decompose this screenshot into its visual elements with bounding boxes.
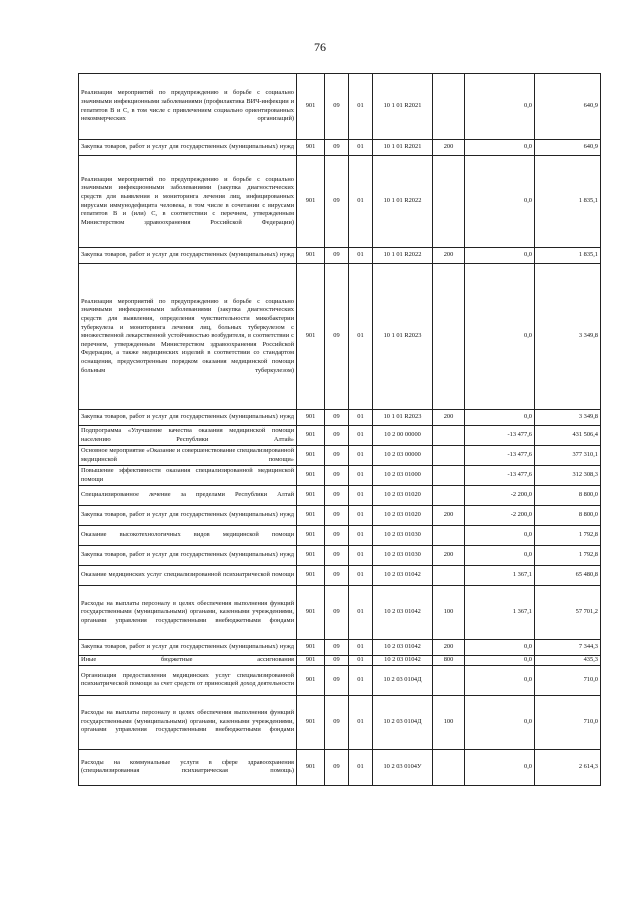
cell-rz: 09 bbox=[325, 426, 349, 446]
cell-vr: 200 bbox=[433, 546, 465, 566]
cell-total: 640,9 bbox=[535, 74, 601, 140]
cell-name: Закупка товаров, работ и услуг для государственных (муниципальных) нужд bbox=[79, 140, 297, 156]
cell-vr: 200 bbox=[433, 506, 465, 526]
cell-pr: 01 bbox=[349, 566, 373, 586]
cell-rz: 09 bbox=[325, 466, 349, 486]
cell-change: -13 477,6 bbox=[465, 446, 535, 466]
cell-rz: 09 bbox=[325, 410, 349, 426]
cell-csr: 10 2 03 01030 bbox=[373, 526, 433, 546]
page-number: 76 bbox=[314, 40, 326, 54]
cell-total: 7 344,3 bbox=[535, 640, 601, 656]
cell-name: Расходы на коммунальные услуги в сфере здравоохранения (специализированная психиатрическая помощь) bbox=[79, 749, 297, 785]
cell-change: 0,0 bbox=[465, 410, 535, 426]
cell-csr: 10 2 00 00000 bbox=[373, 426, 433, 446]
cell-total: 312 308,3 bbox=[535, 466, 601, 486]
cell-name: Основное мероприятие «Оказание и совершенствование специализированной медицинской помощи» bbox=[79, 446, 297, 466]
table-row bbox=[79, 264, 601, 410]
cell-rz: 09 bbox=[325, 74, 349, 140]
cell-name: Расходы на выплаты персоналу в целях обеспечения выполнения функций государственными (муниципальными) органами, казенными учреждениями, органами управления государственными внебюджетными фондами bbox=[79, 695, 297, 749]
cell-gr: 901 bbox=[297, 264, 325, 410]
cell-csr: 10 1 01 R2022 bbox=[373, 156, 433, 248]
table-row bbox=[79, 665, 601, 695]
cell-pr: 01 bbox=[349, 656, 373, 666]
cell-name: Иные бюджетные ассигнования bbox=[79, 656, 297, 666]
cell-total: 1 792,8 bbox=[535, 526, 601, 546]
table-row bbox=[79, 466, 601, 486]
table-row bbox=[79, 410, 601, 426]
cell-csr: 10 2 03 01042 bbox=[373, 566, 433, 586]
cell-vr bbox=[433, 446, 465, 466]
cell-name: Оказание высокотехнологичных видов медицинской помощи bbox=[79, 526, 297, 546]
table-row bbox=[79, 446, 601, 466]
cell-pr: 01 bbox=[349, 749, 373, 785]
cell-rz: 09 bbox=[325, 526, 349, 546]
cell-change: 0,0 bbox=[465, 526, 535, 546]
cell-vr: 200 bbox=[433, 248, 465, 264]
cell-vr: 200 bbox=[433, 140, 465, 156]
cell-gr: 901 bbox=[297, 566, 325, 586]
cell-rz: 09 bbox=[325, 546, 349, 566]
cell-vr bbox=[433, 566, 465, 586]
cell-rz: 09 bbox=[325, 656, 349, 666]
cell-pr: 01 bbox=[349, 140, 373, 156]
cell-csr: 10 1 01 R2023 bbox=[373, 264, 433, 410]
cell-vr bbox=[433, 749, 465, 785]
cell-csr: 10 2 03 0104У bbox=[373, 749, 433, 785]
cell-pr: 01 bbox=[349, 426, 373, 446]
cell-pr: 01 bbox=[349, 640, 373, 656]
table-row bbox=[79, 526, 601, 546]
cell-csr: 10 1 01 R2021 bbox=[373, 74, 433, 140]
cell-total: 1 792,8 bbox=[535, 546, 601, 566]
cell-vr: 800 bbox=[433, 656, 465, 666]
cell-vr bbox=[433, 156, 465, 248]
cell-rz: 09 bbox=[325, 486, 349, 506]
cell-total: 3 349,8 bbox=[535, 264, 601, 410]
cell-vr bbox=[433, 264, 465, 410]
cell-pr: 01 bbox=[349, 410, 373, 426]
cell-change: 0,0 bbox=[465, 640, 535, 656]
cell-change: -13 477,6 bbox=[465, 426, 535, 446]
cell-change: 1 367,1 bbox=[465, 566, 535, 586]
table-row bbox=[79, 140, 601, 156]
cell-csr: 10 1 01 R2021 bbox=[373, 140, 433, 156]
cell-vr: 200 bbox=[433, 640, 465, 656]
cell-csr: 10 2 03 0104Д bbox=[373, 665, 433, 695]
table-row bbox=[79, 695, 601, 749]
table-row bbox=[79, 546, 601, 566]
cell-gr: 901 bbox=[297, 546, 325, 566]
cell-change: 1 367,1 bbox=[465, 586, 535, 640]
cell-gr: 901 bbox=[297, 140, 325, 156]
table-row bbox=[79, 156, 601, 248]
cell-change: 0,0 bbox=[465, 749, 535, 785]
cell-rz: 09 bbox=[325, 446, 349, 466]
cell-vr bbox=[433, 426, 465, 446]
cell-name: Организация предоставления медицинских услуг специализированной психиатрической помощи за счет средств от приносящей доход деятельности bbox=[79, 665, 297, 695]
cell-gr: 901 bbox=[297, 410, 325, 426]
cell-csr: 10 1 01 R2022 bbox=[373, 248, 433, 264]
cell-change: 0,0 bbox=[465, 156, 535, 248]
cell-pr: 01 bbox=[349, 526, 373, 546]
cell-total: 431 506,4 bbox=[535, 426, 601, 446]
cell-change: -13 477,6 bbox=[465, 466, 535, 486]
table-row bbox=[79, 74, 601, 140]
cell-csr: 10 2 03 01020 bbox=[373, 506, 433, 526]
cell-name: Повышение эффективности оказания специализированной медицинской помощи bbox=[79, 466, 297, 486]
cell-pr: 01 bbox=[349, 586, 373, 640]
cell-csr: 10 1 01 R2023 bbox=[373, 410, 433, 426]
cell-rz: 09 bbox=[325, 566, 349, 586]
cell-gr: 901 bbox=[297, 74, 325, 140]
cell-vr: 100 bbox=[433, 695, 465, 749]
cell-name: Реализация мероприятий по предупреждению и борьбе с социально значимыми инфекционными заболеваниями (закупка диагностических средств для выявления, определения чувствительности микобактерии туберкулеза и мониторинга лечения лиц, больных туберкулезом с множественной лекарственной устойчивостью возбудителя, в соответствии с перечнем, утвержденным Министерством здравоохранения Российской Федерации, а также медицинских изделий в соответствии со стандартом оснащения, предусмотренным порядком оказания медицинской помощи больным туберкулезом) bbox=[79, 264, 297, 410]
cell-total: 3 349,8 bbox=[535, 410, 601, 426]
cell-name: Оказание медицинских услуг специализированной психиатрической помощи bbox=[79, 566, 297, 586]
cell-total: 8 800,0 bbox=[535, 506, 601, 526]
cell-name: Закупка товаров, работ и услуг для государственных (муниципальных) нужд bbox=[79, 506, 297, 526]
cell-pr: 01 bbox=[349, 156, 373, 248]
cell-rz: 09 bbox=[325, 749, 349, 785]
cell-total: 57 701,2 bbox=[535, 586, 601, 640]
cell-gr: 901 bbox=[297, 486, 325, 506]
table-row bbox=[79, 506, 601, 526]
table-row bbox=[79, 640, 601, 656]
cell-vr bbox=[433, 665, 465, 695]
cell-change: 0,0 bbox=[465, 546, 535, 566]
cell-gr: 901 bbox=[297, 446, 325, 466]
cell-pr: 01 bbox=[349, 446, 373, 466]
cell-change: 0,0 bbox=[465, 656, 535, 666]
table-row bbox=[79, 586, 601, 640]
cell-rz: 09 bbox=[325, 156, 349, 248]
table-row bbox=[79, 248, 601, 264]
cell-csr: 10 2 03 01042 bbox=[373, 586, 433, 640]
cell-pr: 01 bbox=[349, 665, 373, 695]
cell-pr: 01 bbox=[349, 74, 373, 140]
cell-name: Закупка товаров, работ и услуг для государственных (муниципальных) нужд bbox=[79, 640, 297, 656]
table-row bbox=[79, 749, 601, 785]
cell-rz: 09 bbox=[325, 586, 349, 640]
cell-pr: 01 bbox=[349, 695, 373, 749]
cell-rz: 09 bbox=[325, 248, 349, 264]
cell-gr: 901 bbox=[297, 506, 325, 526]
cell-vr bbox=[433, 526, 465, 546]
cell-name: Закупка товаров, работ и услуг для государственных (муниципальных) нужд bbox=[79, 546, 297, 566]
cell-gr: 901 bbox=[297, 656, 325, 666]
cell-name: Реализация мероприятий по предупреждению и борьбе с социально значимыми инфекционными заболеваниями (профилактика ВИЧ-инфекции и гепатитов В и С, в том числе с привлечением социально ориентированных некоммерческих организаций) bbox=[79, 74, 297, 140]
cell-total: 1 835,1 bbox=[535, 248, 601, 264]
table-row bbox=[79, 486, 601, 506]
cell-change: 0,0 bbox=[465, 248, 535, 264]
cell-vr: 100 bbox=[433, 586, 465, 640]
cell-name: Реализация мероприятий по предупреждению и борьбе с социально значимыми инфекционными заболеваниями (закупка диагностических средств для выявления и мониторинга лечения лиц, инфицированных вирусами иммунодефицита человека, в том числе в сочетании с вирусами гепатитов В и (или) С, в соответствии с перечнем, утвержденным Министерством здравоохранения Российской Федерации) bbox=[79, 156, 297, 248]
cell-gr: 901 bbox=[297, 586, 325, 640]
cell-csr: 10 2 03 00000 bbox=[373, 446, 433, 466]
cell-rz: 09 bbox=[325, 506, 349, 526]
cell-gr: 901 bbox=[297, 640, 325, 656]
cell-change: -2 200,0 bbox=[465, 486, 535, 506]
cell-total: 435,3 bbox=[535, 656, 601, 666]
cell-pr: 01 bbox=[349, 264, 373, 410]
cell-total: 710,0 bbox=[535, 665, 601, 695]
cell-gr: 901 bbox=[297, 426, 325, 446]
cell-change: 0,0 bbox=[465, 74, 535, 140]
cell-csr: 10 2 03 0104Д bbox=[373, 695, 433, 749]
cell-change: 0,0 bbox=[465, 665, 535, 695]
cell-total: 640,9 bbox=[535, 140, 601, 156]
cell-csr: 10 2 03 01042 bbox=[373, 640, 433, 656]
table-row bbox=[79, 656, 601, 666]
cell-gr: 901 bbox=[297, 695, 325, 749]
cell-total: 2 614,3 bbox=[535, 749, 601, 785]
cell-rz: 09 bbox=[325, 264, 349, 410]
cell-vr: 200 bbox=[433, 410, 465, 426]
cell-total: 710,0 bbox=[535, 695, 601, 749]
budget-table bbox=[78, 73, 601, 786]
cell-name: Закупка товаров, работ и услуг для государственных (муниципальных) нужд bbox=[79, 410, 297, 426]
cell-name: Закупка товаров, работ и услуг для государственных (муниципальных) нужд bbox=[79, 248, 297, 264]
cell-name: Подпрограмма «Улучшение качества оказания медицинской помощи населению Республики Алтай» bbox=[79, 426, 297, 446]
cell-pr: 01 bbox=[349, 466, 373, 486]
cell-vr bbox=[433, 74, 465, 140]
cell-csr: 10 2 03 01020 bbox=[373, 486, 433, 506]
cell-csr: 10 2 03 01042 bbox=[373, 656, 433, 666]
cell-change: 0,0 bbox=[465, 140, 535, 156]
cell-pr: 01 bbox=[349, 486, 373, 506]
cell-total: 377 310,1 bbox=[535, 446, 601, 466]
cell-vr bbox=[433, 486, 465, 506]
cell-change: 0,0 bbox=[465, 264, 535, 410]
cell-name: Расходы на выплаты персоналу в целях обеспечения выполнения функций государственными (муниципальными) органами, казенными учреждениями, органами управления государственными внебюджетными фондами bbox=[79, 586, 297, 640]
cell-rz: 09 bbox=[325, 140, 349, 156]
cell-gr: 901 bbox=[297, 526, 325, 546]
cell-total: 65 480,8 bbox=[535, 566, 601, 586]
cell-csr: 10 2 03 01030 bbox=[373, 546, 433, 566]
cell-csr: 10 2 03 01000 bbox=[373, 466, 433, 486]
cell-change: -2 200,0 bbox=[465, 506, 535, 526]
cell-pr: 01 bbox=[349, 546, 373, 566]
cell-gr: 901 bbox=[297, 248, 325, 264]
cell-change: 0,0 bbox=[465, 695, 535, 749]
cell-name: Специализированное лечение за пределами Республики Алтай bbox=[79, 486, 297, 506]
cell-gr: 901 bbox=[297, 466, 325, 486]
cell-rz: 09 bbox=[325, 640, 349, 656]
cell-vr bbox=[433, 466, 465, 486]
cell-pr: 01 bbox=[349, 506, 373, 526]
cell-total: 1 835,1 bbox=[535, 156, 601, 248]
cell-rz: 09 bbox=[325, 695, 349, 749]
cell-gr: 901 bbox=[297, 749, 325, 785]
cell-rz: 09 bbox=[325, 665, 349, 695]
cell-total: 8 800,0 bbox=[535, 486, 601, 506]
table-row bbox=[79, 566, 601, 586]
table-row bbox=[79, 426, 601, 446]
cell-gr: 901 bbox=[297, 665, 325, 695]
cell-pr: 01 bbox=[349, 248, 373, 264]
cell-gr: 901 bbox=[297, 156, 325, 248]
